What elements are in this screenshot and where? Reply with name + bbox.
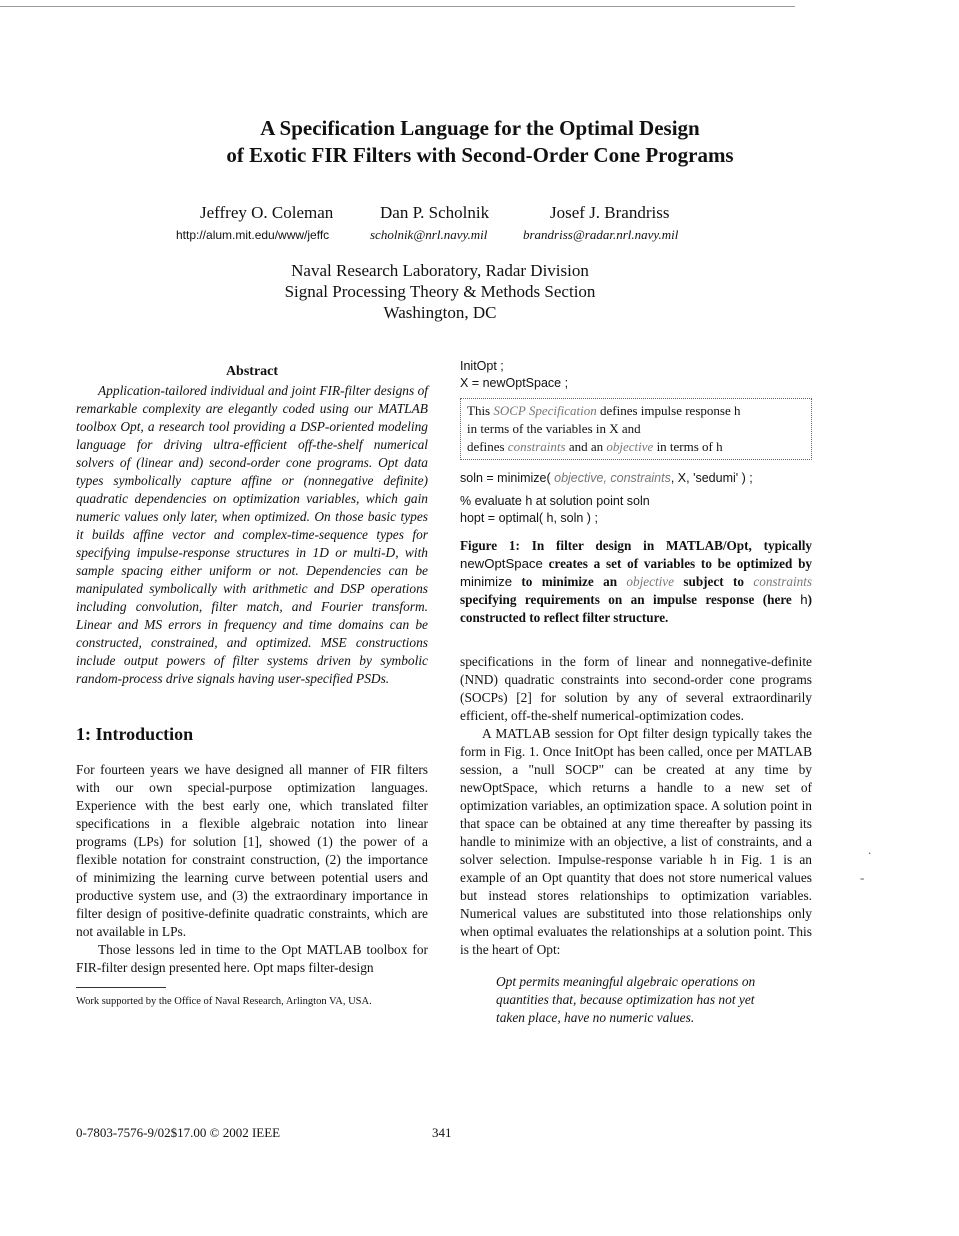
page-number: 341 — [432, 1125, 452, 1140]
author-2 — [370, 202, 490, 246]
code-comment: % evaluate h at solution point soln — [460, 494, 650, 508]
box-line — [467, 438, 805, 456]
box-text: in terms of h — [653, 439, 723, 454]
affiliation-line-3: Washington, DC — [383, 303, 497, 322]
abstract-heading: Abstract — [225, 364, 279, 379]
footnote: Work supported by the Office of Naval Research, Arlington VA, USA. — [76, 996, 372, 1007]
code-line — [460, 470, 812, 487]
intro-paragraph-2: Those lessons led in time to the Opt MATLAB toolbox for FIR-filter design presented here. Opt maps filter-design — [76, 942, 428, 975]
right-column — [460, 358, 812, 1027]
box-text: objective — [606, 439, 654, 454]
box-text: defines impulse response h — [596, 403, 741, 418]
scan-mark: . — [868, 842, 872, 857]
code-line: InitOpt ; — [460, 359, 504, 373]
top-rule — [0, 6, 795, 7]
box-line — [467, 402, 805, 420]
caption-text: subject to — [674, 574, 754, 589]
key-statement-quote: Opt permits meaningful algebraic operations on quantities that, because optimization has not yet taken place, have no numeric values. — [496, 974, 756, 1025]
author-contact: http://alum.mit.edu/www/jeffc — [176, 228, 330, 242]
scan-mark: - — [860, 870, 865, 885]
box-line: in terms of the variables in X and — [467, 421, 641, 436]
caption-text: objective — [626, 574, 674, 589]
intro-paragraph-1: For fourteen years we have designed all manner of FIR filters with our own special-purpose optimization languages. Experience with the best early one, which translated filter specifications in a flexible algebraic notation into linear programs (LPs) for solution [1], showed (1) the power of a flexible notation for constraint construction, (2) the importance of minimizing the learning curve between potential users and productive system use, and (3) the extraordinary importance in filter design of positive-definite quadratic constraints, which are not available in LPs. — [76, 762, 428, 939]
code-text: objective, constraints — [554, 471, 671, 485]
caption-code: newOptSpace — [460, 556, 543, 571]
caption-code: h — [800, 592, 808, 607]
code-line: hopt = optimal( h, soln ) ; — [460, 511, 598, 525]
code-text: soln = minimize( — [460, 471, 555, 485]
figure-1 — [460, 358, 812, 527]
code-line: X = newOptSpace ; — [460, 376, 569, 390]
affiliation — [240, 260, 640, 323]
box-text: constraints — [507, 439, 566, 454]
author-3 — [523, 202, 679, 246]
author-contact: scholnik@nrl.navy.mil — [370, 227, 488, 242]
affiliation-line-1: Naval Research Laboratory, Radar Division — [291, 261, 589, 280]
right-paragraph-2: A MATLAB session for Opt filter design typically takes the form in Fig. 1. Once InitOpt has been called, once per MATLAB session, a "null SOCP" can be created at any time by newOptSpace, which returns a handle to a new set of optimization variables, an optimization space. A solution point in that space can be obtained at any time thereafter by passing its handle to minimize with an objective, a list of constraints, and a solver selection. Impulse-response variable h in Fig. 1 is an example of an Opt quantity that does not store numerical values but instead stores relationships to optimization variables. Numerical values are substituted into those relationships only when optimal evaluates the relationships at a solution point. This is the heart of Opt: — [460, 726, 812, 957]
section-heading-introduction: 1: Introduction — [76, 724, 194, 744]
figure-caption — [460, 537, 812, 627]
caption-text: creates a set of variables to be optimized by — [542, 556, 812, 571]
caption-text: to minimize an — [512, 574, 627, 589]
caption-text: MATLAB — [665, 538, 723, 553]
caption-text: /Opt, typically — [722, 538, 813, 553]
left-column — [76, 364, 428, 1007]
right-paragraph-1: specifications in the form of linear and nonnegative-definite (NND) quadratic constraints into second-order cone programs (SOCPs) [2] for solution by any of several extraordinarily efficient, off-the-shelf numerical-optimization codes. — [460, 654, 812, 723]
caption-text: ) constructed to reflect filter structure. — [460, 592, 812, 625]
caption-text: constraints — [753, 574, 812, 589]
box-text: defines — [467, 439, 508, 454]
author-name: Dan P. Scholnik — [380, 203, 490, 222]
caption-code: minimize — [460, 574, 513, 589]
abstract-text: Application-tailored individual and joint FIR-filter designs of remarkable complexity are elegantly coded using our MATLAB toolbox Opt, a research tool providing a DSP-oriented modeling language for driving ultra-efficient off-the-shelf numerical solvers of (linear and) second-order cone programs. Opt data types symbolically capture affine or (nonnegative definite) quadratic dependencies on optimization variables, which gain numeric values only later, when optimized. On those basic types it builds affine vector and complex-time-sequence types for specifying impulse-response structures in 1D or multi-D, with sample spacing either uniform or not. Dependencies can be manipulated symbolically with arithmetic and DSP operations including convolution, filter match, and Fourier transform. Linear and MS errors in frequency and time domains can be constructed, constrained, and optimized. MSE constructions include output powers of filter systems driven by symbolic random-process drive signals having user-specified PSDs. — [76, 383, 428, 686]
code-text: , X, 'sedumi' ) ; — [670, 471, 753, 485]
caption-text: Figure 1: In filter design in — [460, 538, 666, 553]
title-line-2: of Exotic FIR Filters with Second-Order Cone Programs — [226, 143, 734, 167]
author-name: Josef J. Brandriss — [550, 203, 670, 222]
box-text: and an — [565, 439, 607, 454]
caption-text: specifying requirements on an impulse response (here — [460, 592, 801, 607]
box-text: SOCP Specification — [493, 403, 597, 418]
title-line-1: A Specification Language for the Optimal Design — [260, 116, 700, 140]
footnote-rule — [76, 987, 166, 988]
copyright-line: 0-7803-7576-9/02$17.00 © 2002 IEEE — [76, 1125, 281, 1140]
paper-title — [120, 115, 840, 169]
author-name: Jeffrey O. Coleman — [200, 203, 334, 222]
author-contact: brandriss@radar.nrl.navy.mil — [523, 227, 679, 242]
specification-box — [460, 398, 812, 460]
affiliation-line-2: Signal Processing Theory & Methods Section — [284, 282, 596, 301]
box-text: This — [467, 403, 494, 418]
author-1 — [176, 202, 334, 246]
